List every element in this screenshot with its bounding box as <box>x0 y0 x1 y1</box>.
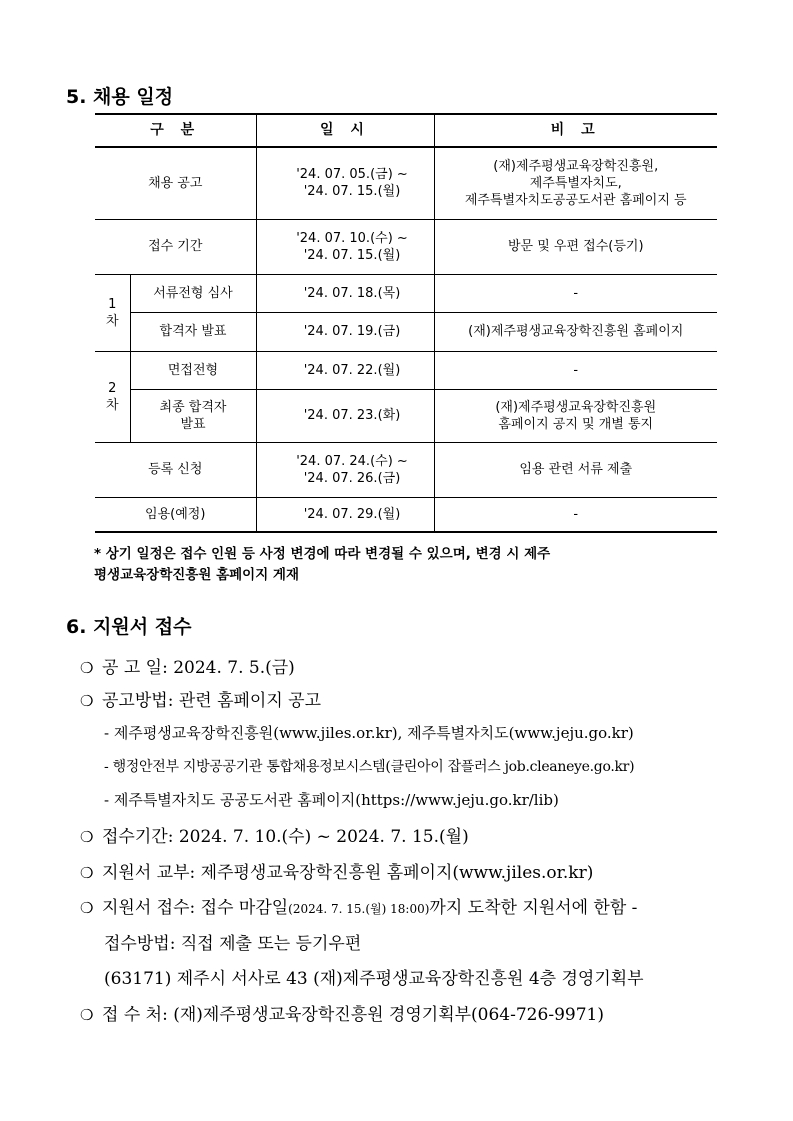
bullet-application-period <box>80 822 469 847</box>
schedule-table <box>95 113 717 533</box>
row-label: 서류전형 심사 <box>130 274 256 312</box>
row-label: 최종 합격자 발표 <box>130 389 256 442</box>
bullet-text: 공 고 일: 2024. 7. 5.(금) <box>102 658 295 678</box>
row-label: 채용 공고 <box>95 147 256 219</box>
bullet-circle-icon: ❍ <box>80 828 94 846</box>
row-label: 접수 기간 <box>95 219 256 274</box>
table-row <box>95 351 717 389</box>
bullet-circle-icon: ❍ <box>80 864 94 882</box>
bullet-circle-icon: ❍ <box>80 659 94 677</box>
bullet-form-distribution <box>80 858 593 883</box>
bullet-text: 접수기간: 2024. 7. 10.(수) ~ 2024. 7. 15.(월) <box>102 827 469 847</box>
header-category: 구 분 <box>95 114 256 147</box>
submission-address: (63171) 제주시 서사로 43 (재)제주평생교육장학진흥원 4층 경영기획부 <box>104 969 644 989</box>
row-label: 면접전형 <box>130 351 256 389</box>
bullet-announce-date <box>80 653 295 678</box>
bullet-circle-icon: ❍ <box>80 1006 94 1024</box>
submission-method: 접수방법: 직접 제출 또는 등기우편 <box>104 934 362 954</box>
row-date: '24. 07. 23.(화) <box>256 389 434 442</box>
row-note: - <box>434 497 717 532</box>
table-row <box>95 389 717 442</box>
bullet-contact <box>80 1000 604 1025</box>
bullet-text: 지원서 교부: 제주평생교육장학진흥원 홈페이지(www.jiles.or.kr) <box>102 863 594 883</box>
row-note: (재)제주평생교육장학진흥원, 제주특별자치도, 제주특별자치도공공도서관 홈페이지 등 <box>434 147 717 219</box>
bullet-text: 공고방법: 관련 홈페이지 공고 <box>102 691 322 711</box>
row-date: '24. 07. 29.(월) <box>256 497 434 532</box>
row-note: 임용 관련 서류 제출 <box>434 442 717 497</box>
row-date: '24. 07. 22.(월) <box>256 351 434 389</box>
sub-item-cleaneye: - 행정안전부 지방공공기관 통합채용정보시스템(클린아이 잡플러스 job.cleaneye.go.kr) <box>104 759 635 775</box>
table-row <box>95 147 717 219</box>
row-date: '24. 07. 24.(수) ~ '24. 07. 26.(금) <box>256 442 434 497</box>
row-note: (재)제주평생교육장학진흥원 홈페이지 <box>434 312 717 351</box>
row-date: '24. 07. 05.(금) ~ '24. 07. 15.(월) <box>256 147 434 219</box>
sub-item-websites: - 제주평생교육장학진흥원(www.jiles.or.kr), 제주특별자치도(www.jeju.go.kr) <box>104 724 634 742</box>
bullet-circle-icon: ❍ <box>80 899 94 917</box>
bullet-form-submission <box>80 893 637 918</box>
table-row <box>95 497 717 532</box>
section-6-title: 6. 지원서 접수 <box>66 616 192 638</box>
table-row <box>95 442 717 497</box>
section-5-title: 5. 채용 일정 <box>66 86 174 108</box>
row-note: - <box>434 274 717 312</box>
table-row <box>95 219 717 274</box>
schedule-footnote: * 상기 일정은 접수 인원 등 사정 변경에 따라 변경될 수 있으며, 변경 시 제주 평생교육장학진흥원 홈페이지 게재 <box>94 546 551 583</box>
header-remarks: 비 고 <box>434 114 717 147</box>
table-row <box>95 274 717 312</box>
row-note: 방문 및 우편 접수(등기) <box>434 219 717 274</box>
bullet-circle-icon: ❍ <box>80 692 94 710</box>
row-label: 등록 신청 <box>95 442 256 497</box>
deadline-text: (2024. 7. 15.(월) 18:00) <box>288 902 430 916</box>
row-label: 합격자 발표 <box>130 312 256 351</box>
row-note: (재)제주평생교육장학진흥원 홈페이지 공지 및 개별 통지 <box>434 389 717 442</box>
bullet-text: 접 수 처: (재)제주평생교육장학진흥원 경영기획부(064-726-9971) <box>102 1005 604 1025</box>
group-label-round-2: 2 차 <box>95 351 130 442</box>
bullet-text-tail: 까지 도착한 지원서에 한함 - <box>429 898 638 918</box>
sub-item-library: - 제주특별자치도 공공도서관 홈페이지(https://www.jeju.go.kr/lib) <box>104 791 559 809</box>
row-label: 임용(예정) <box>95 497 256 532</box>
row-note: - <box>434 351 717 389</box>
header-date: 일 시 <box>256 114 434 147</box>
row-date: '24. 07. 10.(수) ~ '24. 07. 15.(월) <box>256 219 434 274</box>
bullet-announce-method <box>80 686 321 711</box>
row-date: '24. 07. 19.(금) <box>256 312 434 351</box>
table-header-row <box>95 114 717 147</box>
bullet-text: 지원서 접수: 접수 마감일 <box>102 898 289 918</box>
group-label-round-1: 1 차 <box>95 274 130 351</box>
table-row <box>95 312 717 351</box>
row-date: '24. 07. 18.(목) <box>256 274 434 312</box>
